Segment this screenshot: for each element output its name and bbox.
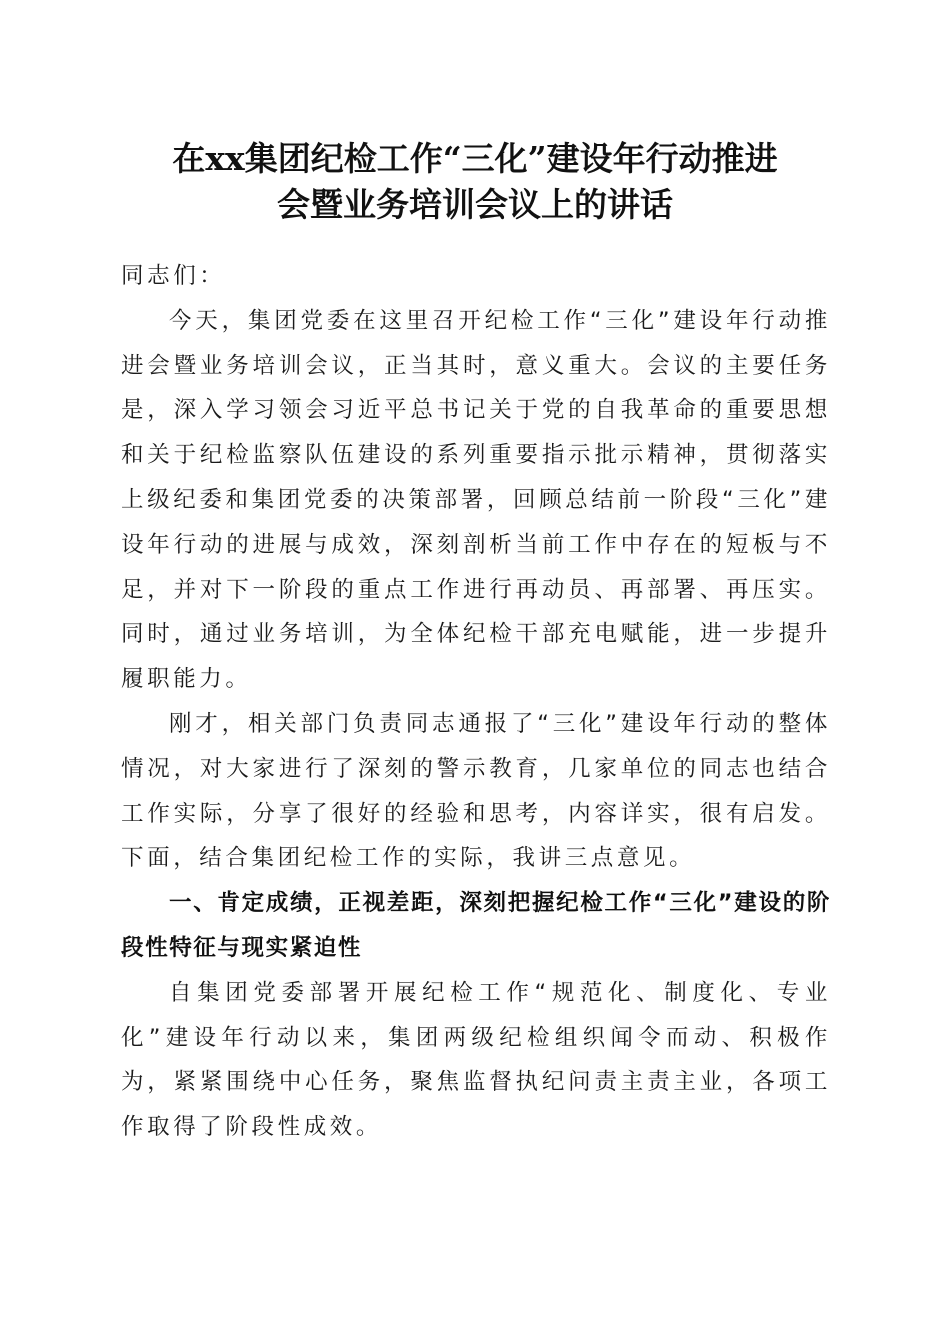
paragraph-section-1: 自集团党委部署开展纪检工作“规范化、制度化、专业化”建设年行动以来，集团两级纪检组织闻令而动、积极作为，紧紧围绕中心任务，聚焦监督执纪问责主责主业，各项工作取得了阶段性成效。 bbox=[121, 979, 831, 1141]
document-body bbox=[121, 254, 831, 1150]
document-title bbox=[110, 136, 840, 228]
salutation: 同志们： bbox=[121, 263, 226, 289]
paragraph-summary: 刚才，相关部门负责同志通报了“三化”建设年行动的整体情况，对大家进行了深刻的警示教育，几家单位的同志也结合工作实际，分享了很好的经验和思考，内容详实，很有启发。下面，结合集团纪检工作的实际，我讲三点意见。 bbox=[121, 710, 831, 872]
document-title-line-2: 会暨业务培训会议上的讲话 bbox=[277, 185, 673, 224]
document-title-line-1: 在xx集团纪检工作“三化”建设年行动推进 bbox=[172, 139, 778, 178]
section-heading-1: 一、肯定成绩，正视差距，深刻把握纪检工作“三化”建设的阶段性特征与现实紧迫性 bbox=[121, 890, 831, 961]
paragraph-opening: 今天，集团党委在这里召开纪检工作“三化”建设年行动推进会暨业务培训会议，正当其时，意义重大。会议的主要任务是，深入学习领会习近平总书记关于党的自我革命的重要思想和关于纪检监察队伍建设的系列重要指示批示精神，贯彻落实上级纪委和集团党委的决策部署，回顾总结前一阶段“三化”建设年行动的进展与成效，深刻剖析当前工作中存在的短板与不足，并对下一阶段的重点工作进行再动员、再部署、再压实。同时，通过业务培训，为全体纪检干部充电赋能，进一步提升履职能力。 bbox=[121, 307, 831, 693]
